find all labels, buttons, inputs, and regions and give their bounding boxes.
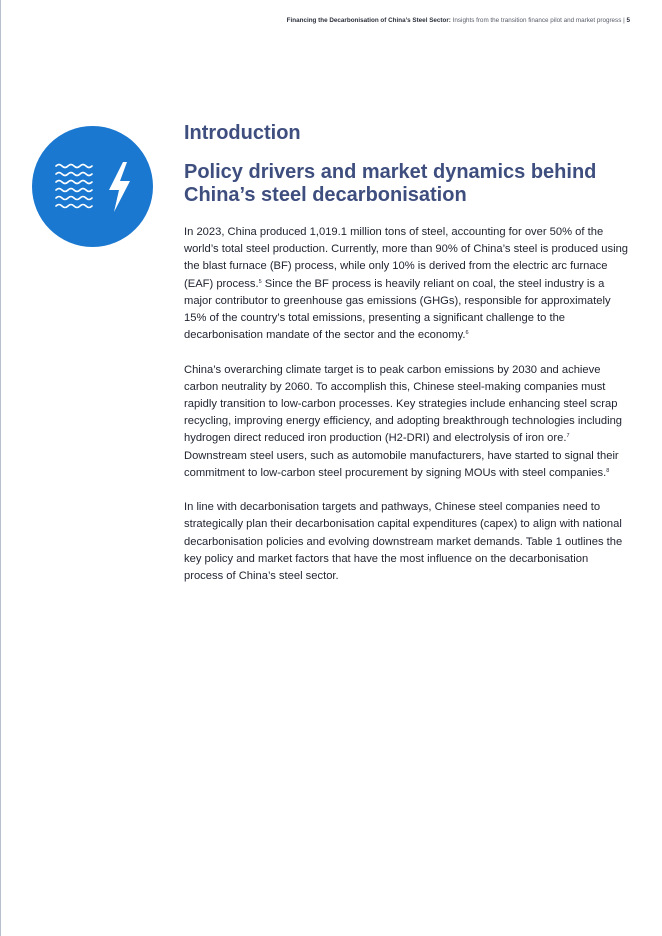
running-header bbox=[287, 17, 630, 24]
page-edge-rule bbox=[0, 0, 1, 936]
paragraph-1-text-a: In 2023, China produced 1,019.1 million tons of steel, accounting for over 50% of the world’s total steel production. Currently, more than 90% of China’s steel is produced using the blast furnace (BF) process, while only 10% is derived from the electric arc furnace (EAF) process. bbox=[184, 226, 629, 290]
page-number: 5 bbox=[626, 17, 630, 24]
paragraph-1 bbox=[184, 224, 629, 344]
main-content bbox=[184, 121, 629, 585]
paragraph-2-text-b: Downstream steel users, such as automobile manufacturers, have started to signal their commitment to low-carbon steel procurement by signing MOUs with steel companies. bbox=[184, 449, 619, 479]
paragraph-2 bbox=[184, 362, 629, 482]
header-title-rest: Insights from the transition finance pilot and market progress | bbox=[450, 17, 627, 24]
header-title-bold: Financing the Decarbonisation of China’s Steel Sector: bbox=[286, 17, 451, 24]
footnote-ref-6[interactable]: 6 bbox=[465, 330, 469, 337]
footnote-ref-5[interactable]: 5 bbox=[258, 278, 262, 285]
paragraph-3: In line with decarbonisation targets and pathways, Chinese steel companies need to strategically plan their decarbonisation capital expenditures (capex) to align with national decarbonisation policies and evolving downstream market demands. Table 1 outlines the key policy and market factors that have the most influence on the decarbonisation process of China’s steel sector. bbox=[184, 501, 623, 583]
paragraph-2-text-a: China’s overarching climate target is to peak carbon emissions by 2030 and achieve carbon neutrality by 2060. To accomplish this, Chinese steel-making companies must rapidly transition to low-carbon processes. Key strategies include enhancing steel scrap recycling, improving energy efficiency, and adopting breakthrough technologies including hydrogen direct reduced iron production (H2-DRI) and electrolysis of iron ore. bbox=[184, 363, 623, 445]
footnote-ref-7[interactable]: 7 bbox=[566, 433, 570, 440]
footnote-ref-8[interactable]: 8 bbox=[606, 467, 610, 474]
paragraph-1-text-b: Since the BF process is heavily reliant on coal, the steel industry is a major contributor to greenhouse gas emissions (GHGs), responsible for approximately 15% of the country’s total emissions, presenting a significant challenge to the decarbonisation mandate of the sector and the economy. bbox=[184, 277, 611, 342]
section-heading: Policy drivers and market dynamics behind China’s steel decarbonisation bbox=[184, 161, 597, 206]
page-heading: Introduction bbox=[184, 122, 301, 144]
energy-bolt-icon bbox=[32, 126, 153, 247]
